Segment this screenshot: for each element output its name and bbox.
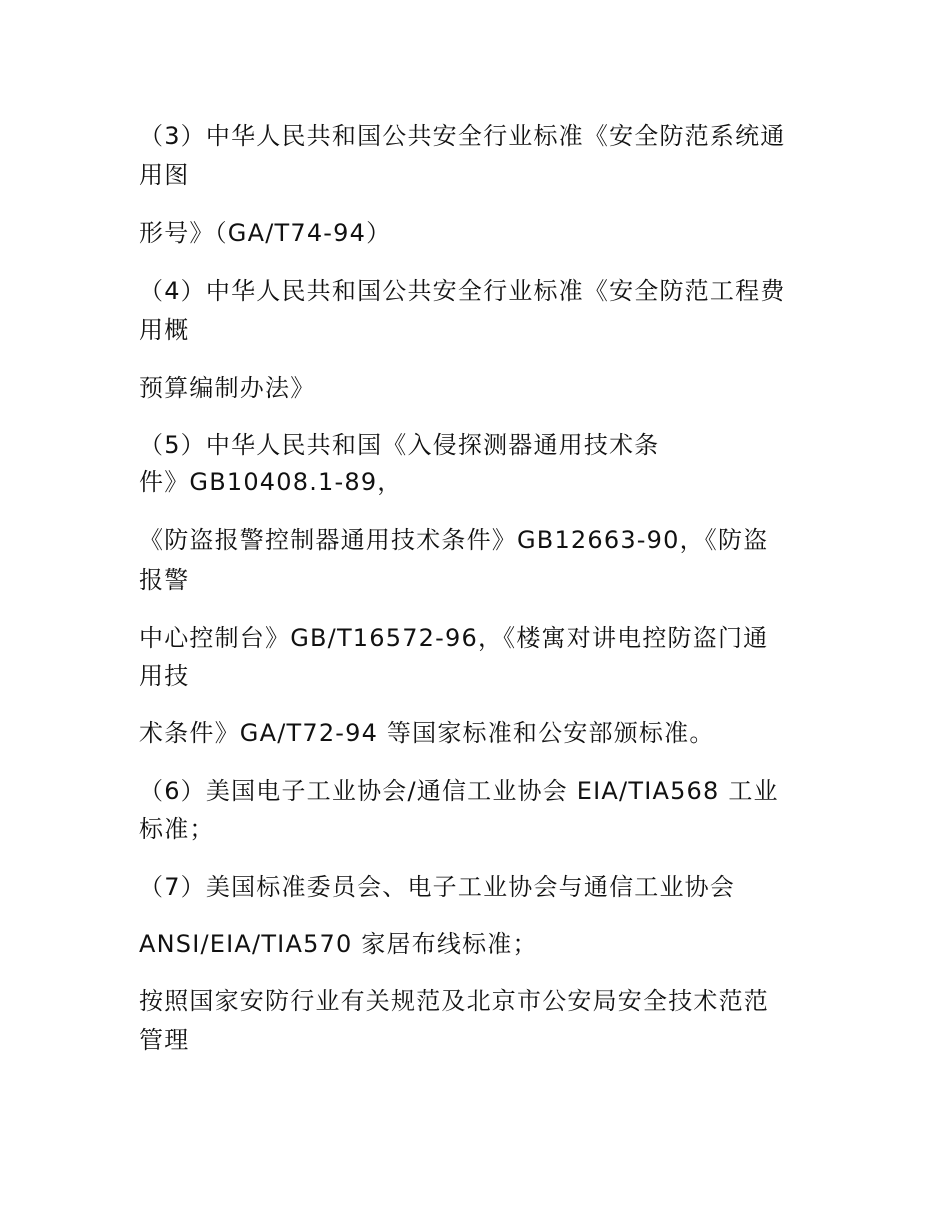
text-line: 术条件》GA/T72-94 等国家标准和公安部颁标准。 <box>139 719 715 747</box>
text-line: 用概 <box>139 316 190 344</box>
text-line: 管理 <box>139 1026 190 1054</box>
text-line: 中心控制台》GB/T16572-96，《楼寓对讲电控防盗门通 <box>139 624 769 652</box>
text-line: 件》GB10408.1-89， <box>139 468 403 496</box>
text-line: （7）美国标准委员会、电子工业协会与通信工业协会 <box>139 873 736 901</box>
text-line: 标准； <box>139 815 215 843</box>
text-line: ANSI/EIA/TIA570 家居布线标准； <box>139 930 538 958</box>
text-line: 《防盗报警控制器通用技术条件》GB12663-90，《防盗 <box>139 526 769 554</box>
text-line: 用技 <box>139 662 190 690</box>
text-line: 按照国家安防行业有关规范及北京市公安局安全技术范范 <box>139 987 769 1015</box>
text-line: （5）中华人民共和国《入侵探测器通用技术条 <box>139 431 660 459</box>
text-line: （6）美国电子工业协会/通信工业协会 EIA/TIA568 工业 <box>139 777 779 805</box>
text-line: 预算编制办法》 <box>139 374 316 402</box>
text-line: （4）中华人民共和国公共安全行业标准《安全防范工程费 <box>139 277 786 305</box>
text-line: 报警 <box>139 566 190 594</box>
text-line: 用图 <box>139 161 190 189</box>
text-line: （3）中华人民共和国公共安全行业标准《安全防范系统通 <box>139 122 786 150</box>
text-line: 形号》（GA/T74-94） <box>139 219 392 247</box>
